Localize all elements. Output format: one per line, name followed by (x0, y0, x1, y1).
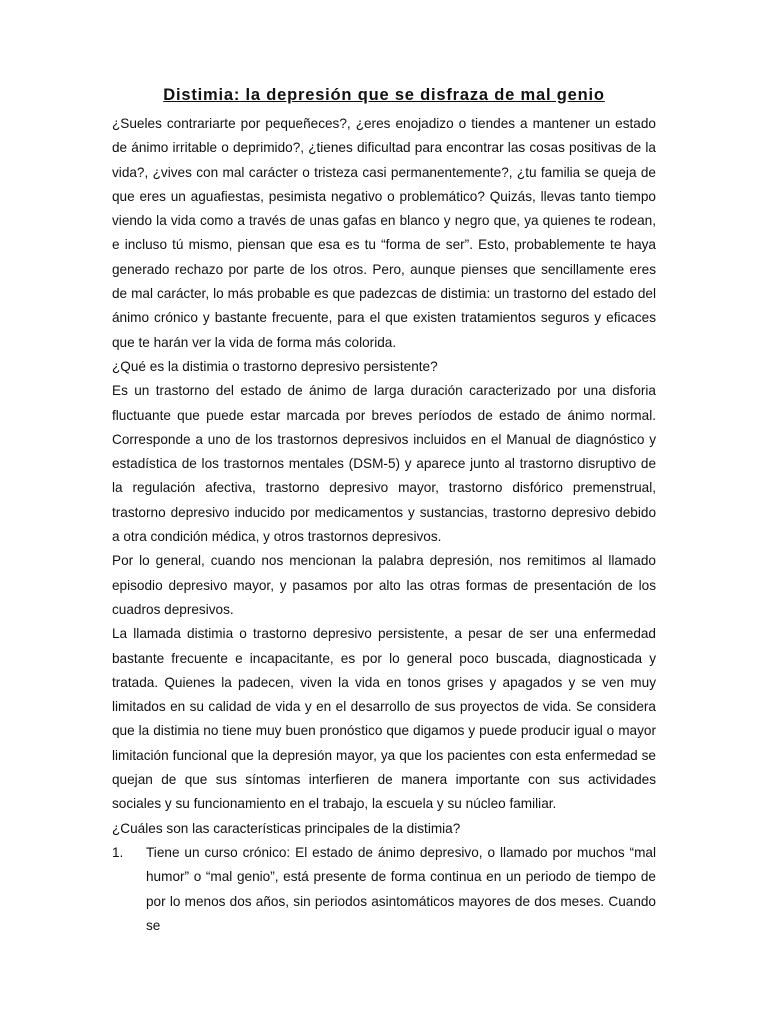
list-item-number: 1. (112, 844, 124, 860)
section-question-characteristics: ¿Cuáles son las características principales de la distimia? (112, 820, 461, 836)
paragraph-intro: ¿Sueles contrariarte por pequeñeces?, ¿eres enojadizo o tiendes a mantener un estado de ánimo irritable o deprimido?, ¿tienes dificultad para encontrar las cosas positivas de la vida?, ¿vives con mal carácter o tristeza casi permanentemente?, ¿tu familia se queja de que eres un aguafiestas, pesimista negativo o problemático? Quizás, llevas tanto tiempo viendo la vida como a través de unas gafas en blanco y negro que, ya quienes te rodean, e incluso tú mismo, piensan que esa es tu “forma de ser”. Esto, probablemente te haya generado rechazo por parte de los otros. Pero, aunque pienses que sencillamente eres de mal carácter, lo más probable es que padezcas de distimia: un trastorno del estado del ánimo crónico y bastante frecuente, para el que existen tratamientos seguros y eficaces que te harán ver la vida de forma más colorida. (112, 116, 656, 350)
section-question-what-is: ¿Qué es la distimia o trastorno depresivo persistente? (112, 358, 438, 374)
characteristics-list (112, 841, 656, 938)
paragraph-general: Por lo general, cuando nos mencionan la palabra depresión, nos remitimos al llamado episodio depresivo mayor, y pasamos por alto las otras formas de presentación de los cuadros depresivos. (112, 553, 656, 617)
document-title: Distimia: la depresión que se disfraza de mal genio (163, 86, 605, 104)
list-item (112, 841, 656, 938)
paragraph-distimia-impact: La llamada distimia o trastorno depresivo persistente, a pesar de ser una enfermedad bastante frecuente e incapacitante, es por lo general poco buscada, diagnosticada y tratada. Quienes la padecen, viven la vida en tonos grises y apagados y se ven muy limitados en su calidad de vida y en el desarrollo de sus proyectos de vida. Se considera que la distimia no tiene muy buen pronóstico que digamos y puede producir igual o mayor limitación funcional que la depresión mayor, ya que los pacientes con esta enfermedad se quejan de que sus síntomas interfieren de manera importante con sus actividades sociales y su funcionamiento en el trabajo, la escuela y su núcleo familiar. (112, 626, 656, 812)
list-item-text: Tiene un curso crónico: El estado de ánimo depresivo, o llamado por muchos “mal humor” o “mal genio”, está presente de forma continua en un periodo de tiempo de por lo menos dos años, sin periodos asintomáticos mayores de dos meses. Cuando se (146, 844, 656, 933)
paragraph-definition: Es un trastorno del estado de ánimo de larga duración caracterizado por una disforia fluctuante que puede estar marcada por breves períodos de estado de ánimo normal. Corresponde a uno de los trastornos depresivos incluidos en el Manual de diagnóstico y estadística de los trastornos mentales (DSM-5) y aparece junto al trastorno disruptivo de la regulación afectiva, trastorno depresivo mayor, trastorno disfórico premenstrual, trastorno depresivo inducido por medicamentos y sustancias, trastorno depresivo debido a otra condición médica, y otros trastornos depresivos. (112, 383, 656, 545)
